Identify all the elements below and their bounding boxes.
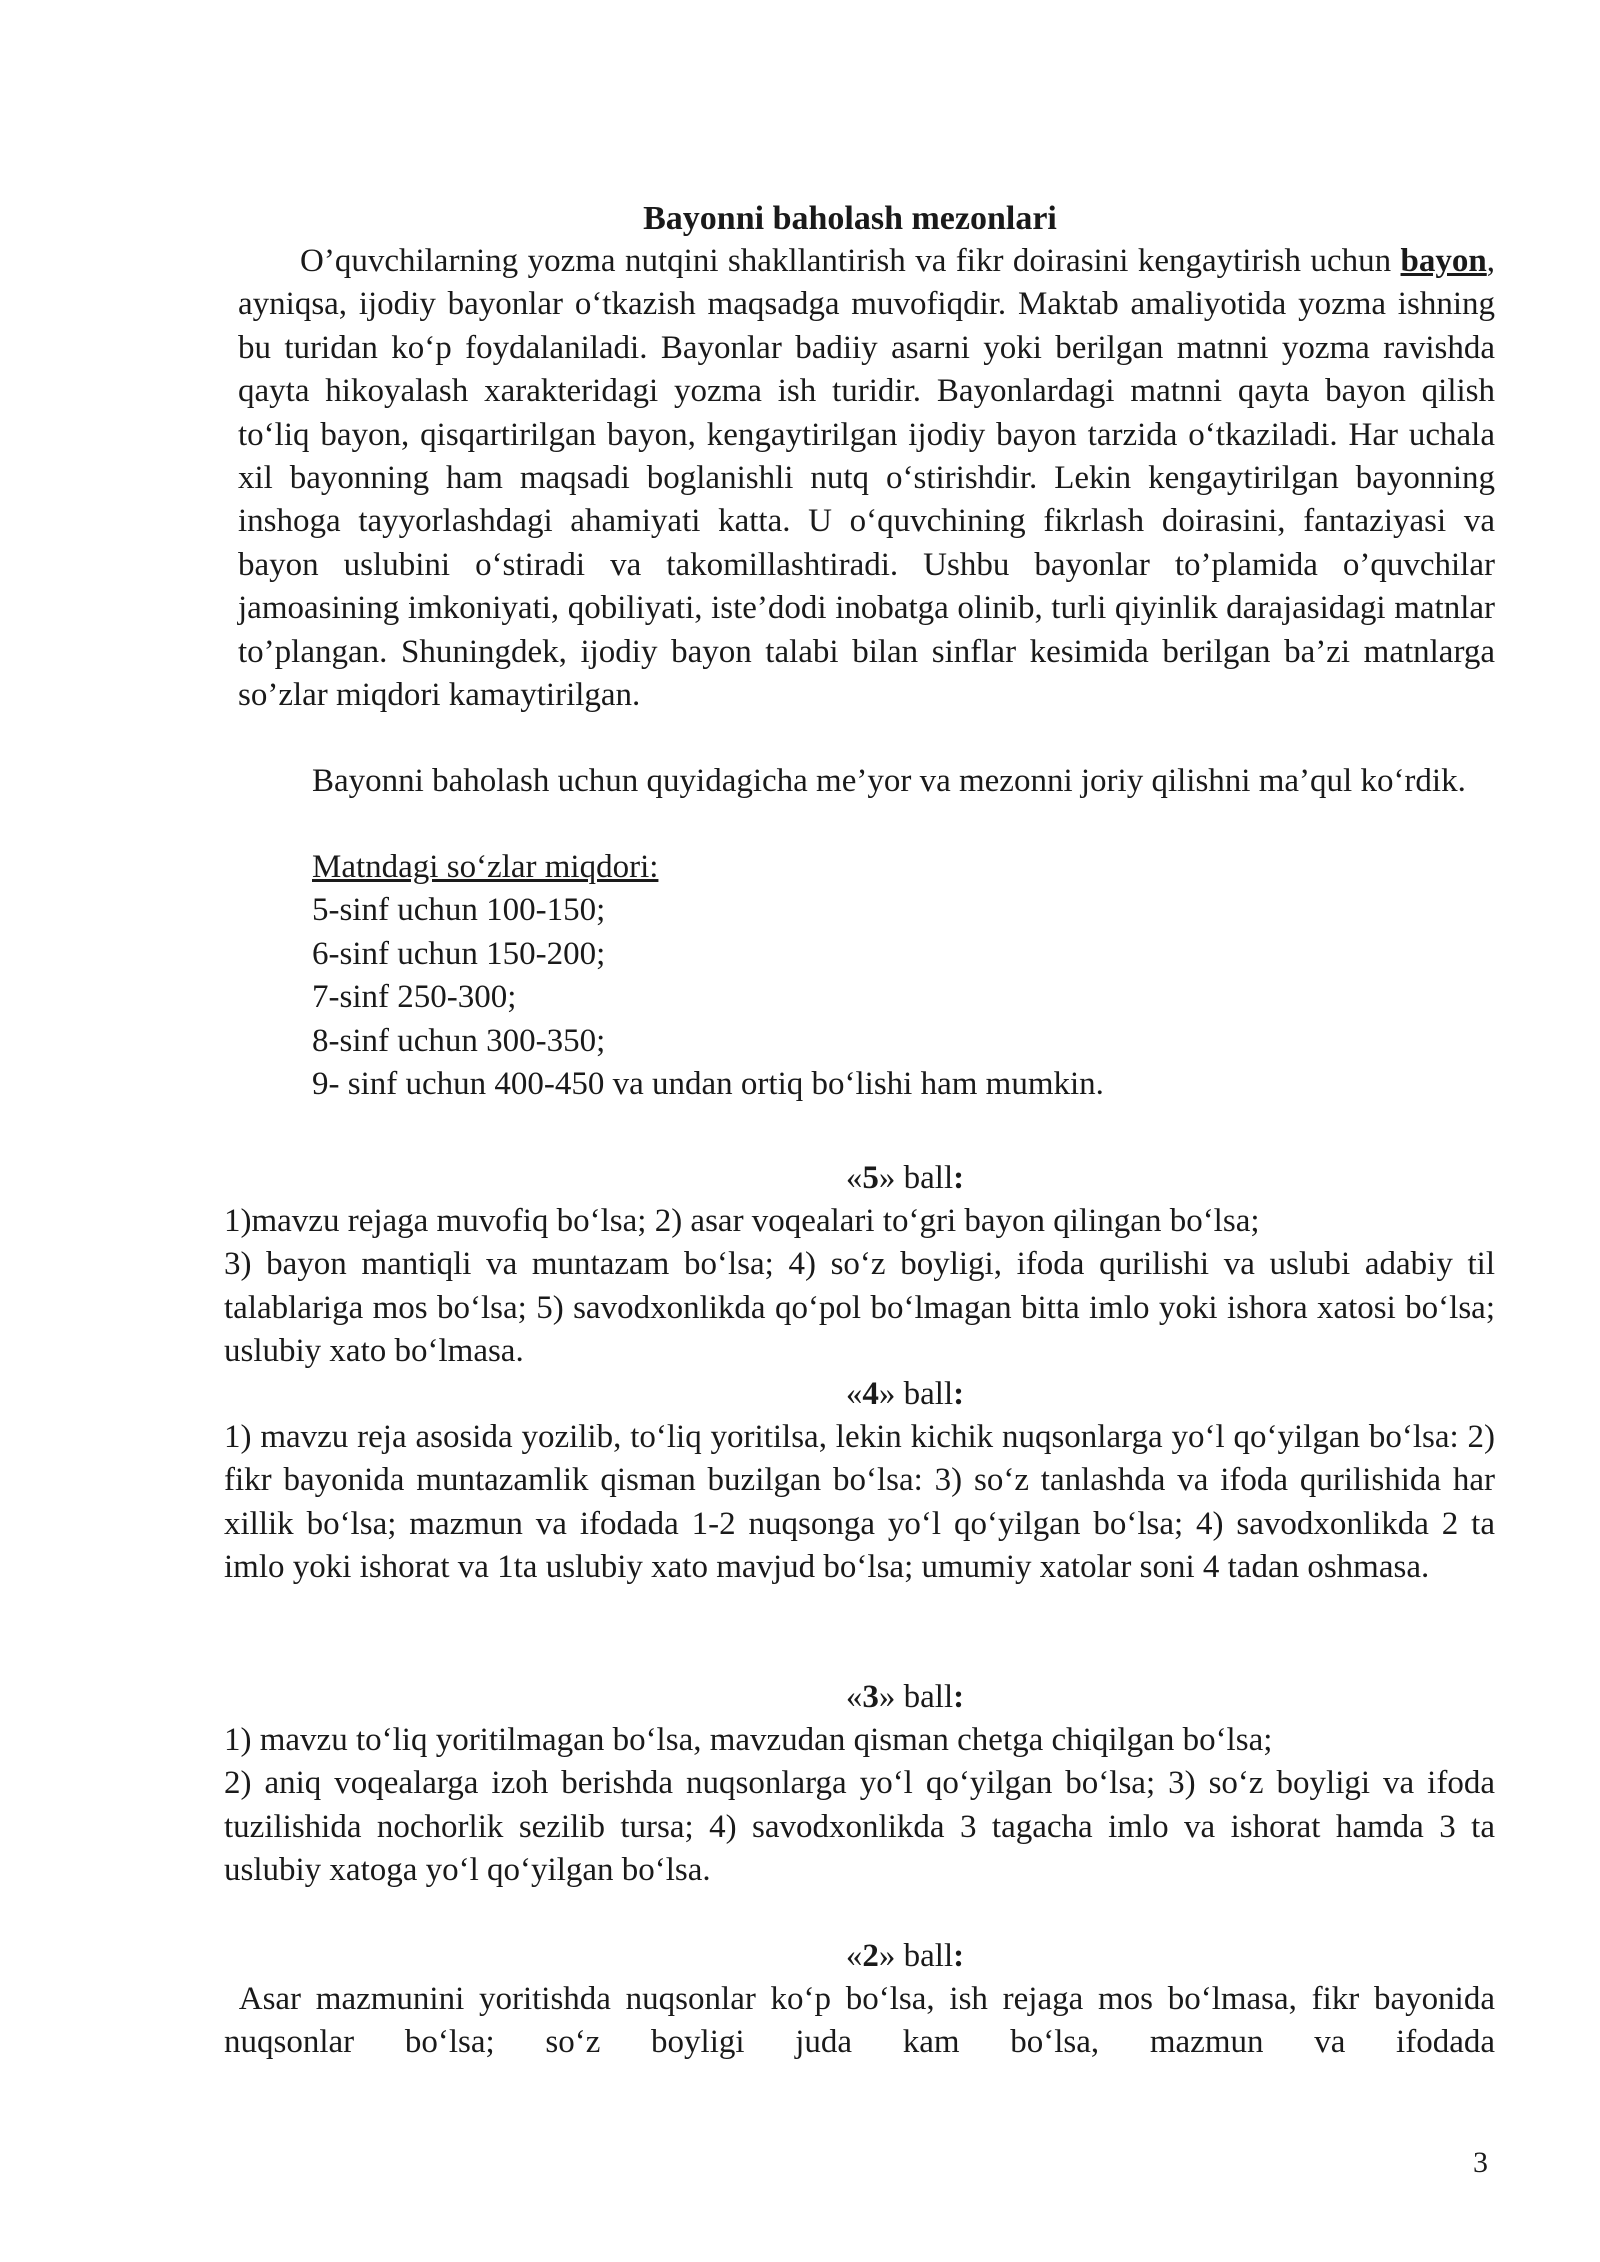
word-count-item: 7-sinf 250-300; [312,979,517,1016]
grade-criteria-line: 3) bayon mantiqli va muntazam bo‘lsa; 4) so‘z boyligi, ifoda qurilishi va uslubi adabiy til talablariga mos bo‘lsa; 5) savodxonlikda qo‘pol bo‘lmagan bitta imlo yoki ishora xatosi bo‘lsa; uslubiy xato bo‘lmasa. [224,1246,1495,1370]
grade-criteria-line: 1) mavzu reja asosida yozilib, to‘liq yoritilsa, lekin kichik nuqsonlarga yo‘l qo‘yilgan bo‘lsa: 2) fikr bayonida muntazamlik qisman buzilgan bo‘lsa: 3) so‘z tanlashda va ifoda qurilishida har xillik bo‘lsa; mazmun va ifodada 1-2 nuqsonga yo‘l qo‘yilgan bo‘lsa; 4) savodxonlikda 2 ta imlo yoki ishorat va 1ta uslubiy xato mavjud bo‘lsa; umumiy xatolar soni 4 tadan oshmasa. [224,1419,1495,1586]
grade-label: » ball [878,1160,954,1196]
grade-4-criteria [224,1416,1495,1590]
grade-5-heading [0,1157,1600,1200]
grade-criteria-line: Asar mazmunini yoritishda nuqsonlar ko‘p bo‘lsa, ish rejaga mos bo‘lmasa, fikr bayonida nuqsonlar bo‘lsa; so‘z boyligi juda kam bo‘lsa, mazmun va ifodada [224,1981,1504,2061]
criteria-intro-text: Bayonni baholash uchun quyidagicha me’yor va mezonni joriy qilishni ma’qul ko‘rdik. [312,763,1466,799]
word-count-item: 8-sinf uchun 300-350; [312,1022,606,1059]
bayon-term: bayon [1400,243,1487,279]
grade-2-criteria [224,1978,1504,2065]
page-number: 3 [1473,2146,1488,2179]
grade-quote-open: « [845,1938,863,1974]
grade-label: » ball [878,1938,954,1974]
intro-text-start: O’quvchilarning yozma nutqini shakllantirish va fikr doirasini kengaytirish uchun [300,243,1401,279]
page-title: Bayonni baholash mezonlari [643,200,1057,237]
grade-quote-open: « [845,1376,863,1412]
word-count-item: 9- sinf uchun 400-450 va undan ortiq bo‘lishi ham mumkin. [312,1066,1104,1103]
intro-text [238,240,1495,717]
grade-score: 3 [862,1679,879,1715]
grade-colon: : [953,1938,965,1974]
grade-criteria-line: 1)mavzu rejaga muvofiq bo‘lsa; 2) asar voqealari to‘gri bayon qilingan bo‘lsa; [224,1203,1260,1239]
grade-label: » ball [878,1679,954,1715]
grade-colon: : [953,1376,965,1412]
grade-criteria-line: 1) mavzu to‘liq yoritilmagan bo‘lsa, mavzudan qisman chetga chiqilgan bo‘lsa; [224,1722,1273,1758]
grade-label: » ball [878,1376,954,1412]
grade-score: 4 [862,1376,879,1412]
word-count-heading: Matndagi so‘zlar miqdori: [312,849,659,885]
grade-quote-open: « [845,1679,863,1715]
grade-2-heading [0,1935,1600,1978]
word-count-item: 6-sinf uchun 150-200; [312,935,606,972]
grade-3-criteria [224,1719,1495,1893]
grade-5-criteria [224,1200,1495,1374]
grade-4-heading [0,1373,1600,1416]
word-count-item: 5-sinf uchun 100-150; [312,892,606,929]
intro-paragraph [238,240,1495,717]
grade-colon: : [953,1679,965,1715]
word-count-list [312,846,1462,1106]
intro-text-rest: , ayniqsa, ijodiy bayonlar o‘tkazish maqsadga muvofiqdir. Maktab amaliyotida yozma ishning bu turidan ko‘p foydalaniladi. Bayonlar badiiy asarni yoki berilgan matnni yozma ravishda qayta hikoyalash xarakteridagi yozma ish turidir. Bayonlardagi matnni qayta bayon qilish to‘liq bayon, qisqartirilgan bayon, kengaytirilgan ijodiy bayon tarzida o‘tkaziladi. Har uchala xil bayonning ham maqsadi boglanishli nutq o‘stirishdir. Lekin kengaytirilgan bayonning inshoga tayyorlashdagi ahamiyati katta. U o‘quvchining fikrlash doirasini, fantaziyasi va bayon uslubini o‘stiradi va takomillashtiradi. Ushbu bayonlar to’plamida o’quvchilar jamoasining imkoniyati, qobiliyati, iste’dodi inobatga olinib, turli qiyinlik darajasidagi matnlar to’plangan. Shuningdek, ijodiy bayon talabi bilan sinflar kesimida berilgan ba’zi matnlarga so’zlar miqdori kamaytirilgan. [238,243,1495,714]
criteria-intro-paragraph [224,760,1495,803]
grade-score: 2 [862,1938,879,1974]
grade-colon: : [953,1160,965,1196]
grade-score: 5 [862,1160,879,1196]
grade-quote-open: « [845,1160,863,1196]
grade-3-heading [0,1676,1600,1719]
grade-criteria-line: 2) aniq voqealarga izoh berishda nuqsonlarga yo‘l qo‘yilgan bo‘lsa; 3) so‘z boyligi va ifoda tuzilishida nochorlik sezilib tursa; 4) savodxonlikda 3 tagacha imlo va ishorat hamda 3 ta uslubiy xatoga yo‘l qo‘yilgan bo‘lsa. [224,1765,1495,1889]
